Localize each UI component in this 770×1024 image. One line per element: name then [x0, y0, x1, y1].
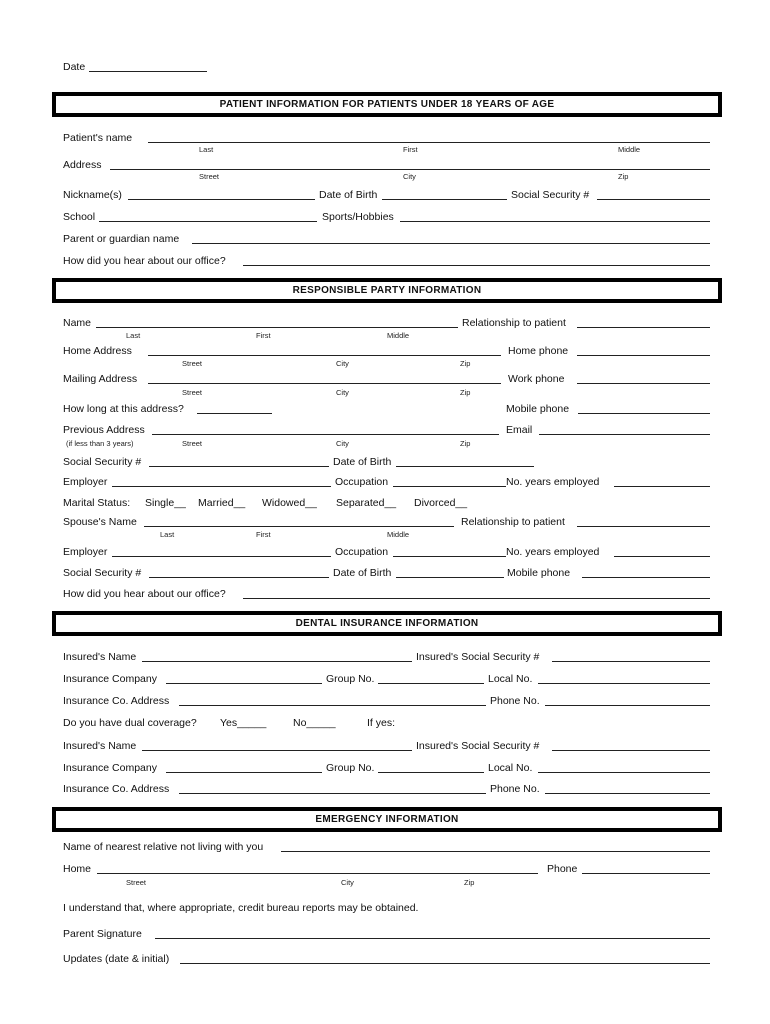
spouse-mobile-label: Mobile phone — [507, 567, 571, 579]
rp-work-phone-label: Work phone — [508, 373, 565, 385]
patient-name-field[interactable] — [148, 142, 710, 143]
rp-previous-address-label: Previous Address — [63, 424, 145, 436]
ins1-group-field[interactable] — [378, 683, 484, 684]
guardian-label: Parent or guardian name — [63, 233, 180, 245]
previous-note: (if less than 3 years) — [66, 439, 134, 448]
em-home-field[interactable] — [97, 873, 538, 874]
sub-label: Street — [182, 359, 203, 368]
ins2-address-field[interactable] — [179, 793, 486, 794]
em-phone-label: Phone — [547, 863, 578, 875]
relative-label: Name of nearest relative not living with you — [63, 841, 264, 853]
dual-yes[interactable]: Yes_____ — [220, 717, 267, 729]
ins2-address-label: Insurance Co. Address — [63, 783, 170, 795]
dual-coverage-label: Do you have dual coverage? — [63, 717, 197, 729]
rp-hear-field[interactable] — [243, 598, 710, 599]
ins1-local-field[interactable] — [538, 683, 710, 684]
sub-label: Middle — [387, 530, 410, 539]
patient-dob-field[interactable] — [382, 199, 507, 200]
spouse-dob-label: Date of Birth — [333, 567, 392, 579]
ins1-company-field[interactable] — [166, 683, 322, 684]
relative-field[interactable] — [281, 851, 710, 852]
spouse-relationship-label: Relationship to patient — [461, 516, 565, 528]
rp-name-field[interactable] — [96, 327, 458, 328]
signature-field[interactable] — [155, 938, 710, 939]
ins2-name-field[interactable] — [142, 750, 412, 751]
ins2-ssn-label: Insured's Social Security # — [416, 740, 540, 752]
sub-label: Zip — [460, 359, 471, 368]
ins2-local-label: Local No. — [488, 762, 533, 774]
sub-label: Last — [160, 530, 175, 539]
marital-widowed[interactable]: Widowed__ — [262, 497, 317, 509]
sports-label: Sports/Hobbies — [322, 211, 394, 223]
sports-field[interactable] — [400, 221, 710, 222]
sub-label: Zip — [460, 439, 471, 448]
ins1-group-label: Group No. — [326, 673, 375, 685]
ins2-local-field[interactable] — [538, 772, 710, 773]
ins2-phone-label: Phone No. — [490, 783, 540, 795]
ins1-name-field[interactable] — [142, 661, 412, 662]
marital-label: Marital Status: — [63, 497, 131, 509]
rp-home-phone-field[interactable] — [577, 355, 710, 356]
sub-label: Zip — [618, 172, 629, 181]
rp-mailing-address-field[interactable] — [148, 383, 501, 384]
spouse-employer-label: Employer — [63, 546, 108, 558]
ins1-name-label: Insured's Name — [63, 651, 137, 663]
ins1-phone-label: Phone No. — [490, 695, 540, 707]
spouse-dob-field[interactable] — [396, 577, 504, 578]
emergency-section-header: EMERGENCY INFORMATION — [52, 807, 722, 832]
ins1-ssn-label: Insured's Social Security # — [416, 651, 540, 663]
spouse-name-field[interactable] — [144, 526, 454, 527]
patient-dob-label: Date of Birth — [319, 189, 378, 201]
sub-label: City — [336, 359, 349, 368]
date-field[interactable] — [89, 71, 207, 72]
rp-ssn-field[interactable] — [149, 466, 329, 467]
rp-hear-label: How did you hear about our office? — [63, 588, 226, 600]
rp-email-label: Email — [506, 424, 533, 436]
school-label: School — [63, 211, 96, 223]
sub-label: City — [403, 172, 416, 181]
sub-label: Zip — [464, 878, 475, 887]
ins1-ssn-field[interactable] — [552, 661, 710, 662]
ins2-group-field[interactable] — [378, 772, 484, 773]
spouse-occupation-field[interactable] — [393, 556, 506, 557]
ins2-group-label: Group No. — [326, 762, 375, 774]
rp-how-long-field[interactable] — [197, 413, 272, 414]
patient-name-label: Patient's name — [63, 132, 133, 144]
responsible-section-header: RESPONSIBLE PARTY INFORMATION — [52, 278, 722, 303]
em-phone-field[interactable] — [582, 873, 710, 874]
rp-ssn-label: Social Security # — [63, 456, 142, 468]
date-label: Date — [63, 61, 86, 73]
marital-married[interactable]: Married__ — [198, 497, 246, 509]
updates-field[interactable] — [180, 963, 710, 964]
ins2-company-field[interactable] — [166, 772, 322, 773]
rp-occupation-field[interactable] — [393, 486, 506, 487]
rp-home-address-label: Home Address — [63, 345, 132, 357]
spouse-years-label: No. years employed — [506, 546, 600, 558]
sub-label: Middle — [387, 331, 410, 340]
rp-previous-address-field[interactable] — [152, 434, 499, 435]
spouse-ssn-field[interactable] — [149, 577, 329, 578]
sub-label: City — [341, 878, 354, 887]
ins1-company-label: Insurance Company — [63, 673, 157, 685]
signature-label: Parent Signature — [63, 928, 142, 940]
sub-label: Street — [199, 172, 220, 181]
rp-years-label: No. years employed — [506, 476, 600, 488]
sub-label: City — [336, 388, 349, 397]
rp-name-label: Name — [63, 317, 92, 329]
sub-label: Last — [126, 331, 141, 340]
credit-statement: I understand that, where appropriate, credit bureau reports may be obtained. — [63, 902, 419, 914]
patient-hear-field[interactable] — [243, 265, 710, 266]
school-field[interactable] — [99, 221, 317, 222]
rp-occupation-label: Occupation — [335, 476, 389, 488]
sub-label: First — [256, 331, 271, 340]
rp-employer-field[interactable] — [112, 486, 331, 487]
spouse-name-label: Spouse's Name — [63, 516, 137, 528]
dual-no[interactable]: No_____ — [293, 717, 336, 729]
ins2-company-label: Insurance Company — [63, 762, 157, 774]
marital-single[interactable]: Single__ — [145, 497, 186, 509]
rp-relationship-field[interactable] — [577, 327, 710, 328]
nickname-label: Nickname(s) — [63, 189, 122, 201]
rp-home-address-field[interactable] — [148, 355, 501, 356]
patient-ssn-field[interactable] — [597, 199, 710, 200]
rp-how-long-label: How long at this address? — [63, 403, 184, 415]
sub-label: First — [403, 145, 418, 154]
rp-mobile-phone-label: Mobile phone — [506, 403, 570, 415]
rp-home-phone-label: Home phone — [508, 345, 569, 357]
rp-mailing-address-label: Mailing Address — [63, 373, 138, 385]
patient-ssn-label: Social Security # — [511, 189, 590, 201]
rp-relationship-label: Relationship to patient — [462, 317, 566, 329]
rp-work-phone-field[interactable] — [577, 383, 710, 384]
marital-divorced[interactable]: Divorced__ — [414, 497, 468, 509]
sub-label: Middle — [618, 145, 641, 154]
sub-label: Street — [182, 388, 203, 397]
marital-separated[interactable]: Separated__ — [336, 497, 397, 509]
patient-section-header: PATIENT INFORMATION FOR PATIENTS UNDER 18 YEARS OF AGE — [52, 92, 722, 117]
sub-label: Last — [199, 145, 214, 154]
ins1-address-label: Insurance Co. Address — [63, 695, 170, 707]
em-home-label: Home — [63, 863, 92, 875]
patient-address-label: Address — [63, 159, 102, 171]
ins2-phone-field[interactable] — [545, 793, 710, 794]
ins2-ssn-field[interactable] — [552, 750, 710, 751]
rp-years-field[interactable] — [614, 486, 710, 487]
rp-dob-field[interactable] — [396, 466, 534, 467]
rp-dob-label: Date of Birth — [333, 456, 392, 468]
sub-label: Street — [182, 439, 203, 448]
sub-label: First — [256, 530, 271, 539]
updates-label: Updates (date & initial) — [63, 953, 170, 965]
patient-hear-label: How did you hear about our office? — [63, 255, 226, 267]
nickname-field[interactable] — [128, 199, 315, 200]
patient-address-field[interactable] — [110, 169, 710, 170]
spouse-years-field[interactable] — [614, 556, 710, 557]
sub-label: Zip — [460, 388, 471, 397]
rp-email-field[interactable] — [539, 434, 710, 435]
ins1-address-field[interactable] — [179, 705, 486, 706]
guardian-field[interactable] — [192, 243, 710, 244]
ins1-phone-field[interactable] — [545, 705, 710, 706]
rp-employer-label: Employer — [63, 476, 108, 488]
if-yes-label: If yes: — [367, 717, 396, 729]
spouse-employer-field[interactable] — [112, 556, 331, 557]
sub-label: City — [336, 439, 349, 448]
rp-mobile-phone-field[interactable] — [578, 413, 710, 414]
insurance-section-header: DENTAL INSURANCE INFORMATION — [52, 611, 722, 636]
spouse-mobile-field[interactable] — [582, 577, 710, 578]
spouse-occupation-label: Occupation — [335, 546, 389, 558]
ins2-name-label: Insured's Name — [63, 740, 137, 752]
sub-label: Street — [126, 878, 147, 887]
spouse-relationship-field[interactable] — [577, 526, 710, 527]
spouse-ssn-label: Social Security # — [63, 567, 142, 579]
ins1-local-label: Local No. — [488, 673, 533, 685]
